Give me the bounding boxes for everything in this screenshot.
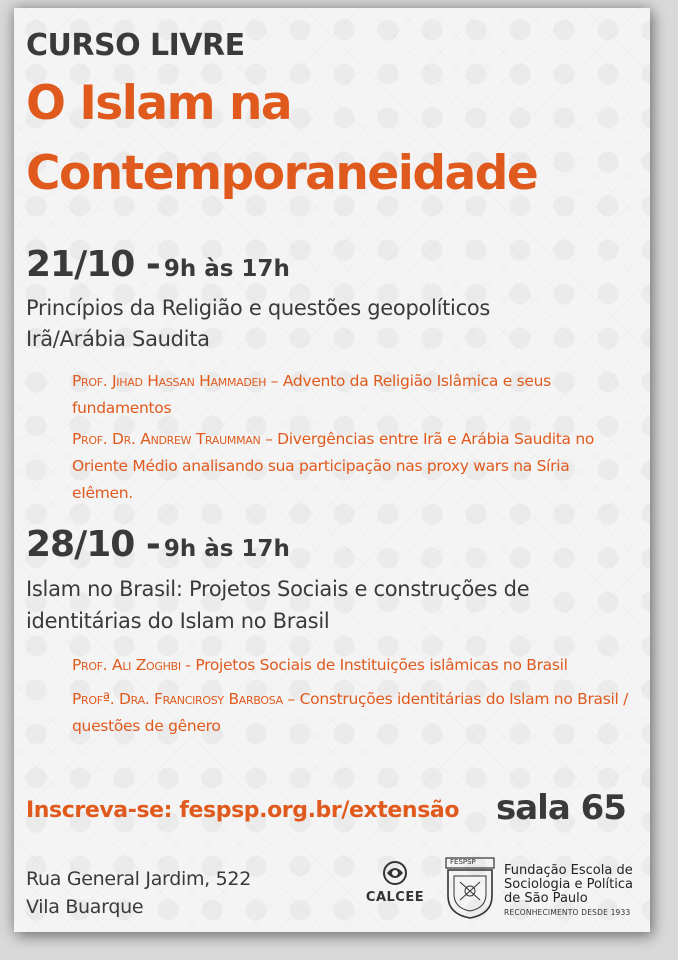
session-1-topic-line2: Irã/Arábia Saudita	[26, 327, 210, 351]
session-1-date: 21/10 -	[26, 244, 160, 285]
session-1-talk-2	[72, 426, 632, 507]
talk-title: Construções identitárias do Islam no Brasil / questões de gênero	[72, 690, 629, 735]
poster	[14, 8, 650, 932]
fespsp-seal	[444, 856, 496, 924]
course-title-line1: O Islam na	[26, 76, 292, 131]
fespsp-name: Fundação Escola de Sociologia e Política de São Paulo	[504, 863, 633, 906]
talk-title: Divergências entre Irã e Arábia Saudita no Oriente Médio analisando sua participação nas proxy wars na Síria eIêmen.	[72, 430, 595, 502]
speaker-name: Prof. Ali Zoghbi	[72, 656, 181, 674]
session-2-topic-line2: identitárias do Islam no Brasil	[26, 609, 330, 633]
room-number: sala 65	[496, 788, 626, 828]
session-1-topic-line1: Princípios da Religião e questões geopolíticos	[26, 296, 491, 320]
course-kicker: CURSO LIVRE	[26, 28, 245, 63]
fespsp-seal-text: FESPSP	[450, 858, 476, 866]
session-2-date-row	[26, 524, 290, 565]
speaker-separator: -	[180, 656, 196, 674]
calcee-logo	[360, 860, 430, 905]
session-2-talk-1	[72, 652, 632, 679]
session-2-talk-2	[72, 686, 632, 740]
session-2-date: 28/10 -	[26, 524, 160, 565]
session-1-talk-1	[72, 368, 632, 422]
talk-title: Projetos Sociais de Instituições islâmicas no Brasil	[195, 656, 568, 674]
address-line2: Vila Buarque	[26, 896, 144, 918]
speaker-name: Prof. Jihad Hassan Hammadeh	[72, 372, 267, 390]
speaker-name: Prof. Dr. Andrew Traumman	[72, 430, 261, 448]
calcee-emblem-icon	[375, 860, 415, 886]
address-line1: Rua General Jardim, 522	[26, 868, 252, 890]
session-1-time: 9h às 17h	[163, 256, 290, 282]
speaker-separator: –	[282, 690, 300, 708]
registration-link[interactable]: Inscreva-se: fespsp.org.br/extensão	[26, 798, 460, 823]
speaker-separator: –	[266, 372, 283, 390]
talk-title: Advento da Religião Islâmica e seus fundamentos	[72, 372, 551, 417]
calcee-label: CALCEE	[365, 890, 425, 905]
session-1-date-row	[26, 244, 290, 285]
fespsp-recognition: RECONHECIMENTO DESDE 1933	[504, 908, 631, 917]
course-title-line2: Contemporaneidade	[26, 146, 538, 201]
speaker-name: Profª. Dra. Francirosy Barbosa	[72, 690, 283, 708]
session-2-time: 9h às 17h	[163, 536, 290, 562]
speaker-separator: –	[260, 430, 278, 448]
session-2-topic-line1: Islam no Brasil: Projetos Sociais e construções de	[26, 577, 530, 601]
